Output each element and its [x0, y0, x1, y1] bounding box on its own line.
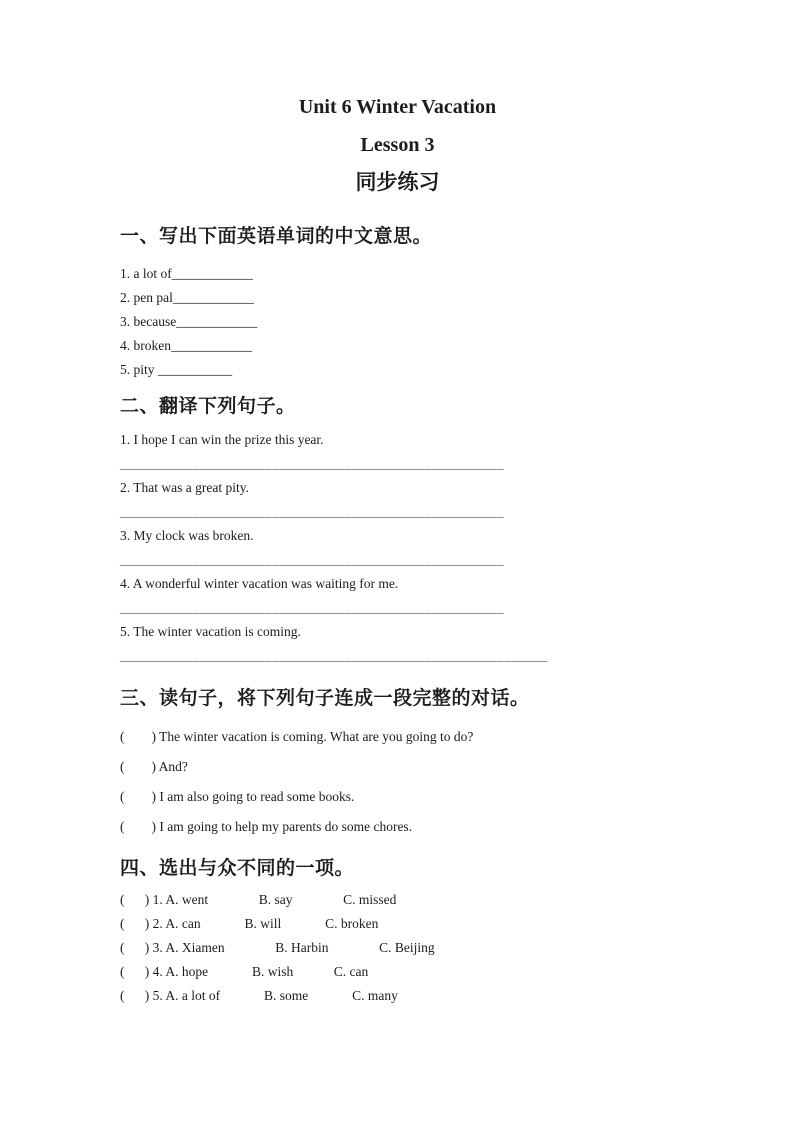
dialogue-item: ( ) I am also going to read some books. [120, 789, 355, 804]
sentence-line: 2. That was a great pity. [120, 480, 249, 495]
choice-row: ( ) 5. A. a lot of B. some C. many [120, 988, 398, 1003]
section-2-heading: 二、翻译下列句子。 [120, 396, 296, 417]
word-item: 2. pen pal____________ [120, 290, 254, 305]
exercise-type-subtitle: 同步练习 [355, 171, 440, 194]
answer-blank-line: _____________________________________________________ [120, 504, 505, 519]
lesson-subtitle: Lesson 3 [360, 134, 435, 156]
dialogue-list [120, 722, 675, 842]
translation-list [120, 428, 675, 668]
choice-row: ( ) 3. A. Xiamen B. Harbin C. Beijing [120, 940, 435, 955]
word-item: 5. pity ___________ [120, 362, 233, 377]
answer-blank-line: _____________________________________________________ [120, 456, 505, 471]
section-1 [120, 224, 675, 382]
choice-row: ( ) 2. A. can B. will C. broken [120, 916, 379, 931]
answer-blank-line: ___________________________________________________________ [120, 648, 548, 663]
section-4-heading: 四、选出与众不同的一项。 [120, 858, 355, 879]
sentence-line: 5. The winter vacation is coming. [120, 624, 301, 639]
choice-row: ( ) 1. A. went B. say C. missed [120, 892, 397, 907]
section-3 [120, 686, 675, 842]
section-1-heading: 一、写出下面英语单词的中文意思。 [120, 226, 433, 247]
page-title: Unit 6 Winter Vacation [298, 96, 497, 118]
word-item: 3. because____________ [120, 314, 258, 329]
section-3-heading: 三、读句子，将下列句子连成一段完整的对话。 [120, 688, 530, 709]
section-2 [120, 394, 675, 668]
choice-list [120, 888, 675, 1008]
sentence-line: 4. A wonderful winter vacation was waiting for me. [120, 576, 399, 591]
choice-row: ( ) 4. A. hope B. wish C. can [120, 964, 369, 979]
sentence-line: 1. I hope I can win the prize this year. [120, 432, 324, 447]
word-list [120, 262, 675, 382]
dialogue-item: ( ) And? [120, 759, 188, 774]
answer-blank-line: _____________________________________________________ [120, 552, 505, 567]
dialogue-item: ( ) The winter vacation is coming. What are you going to do? [120, 729, 474, 744]
title-block [120, 88, 675, 202]
word-item: 4. broken____________ [120, 338, 252, 353]
sentence-line: 3. My clock was broken. [120, 528, 254, 543]
dialogue-item: ( ) I am going to help my parents do some chores. [120, 819, 413, 834]
section-4 [120, 856, 675, 1008]
answer-blank-line: _____________________________________________________ [120, 600, 505, 615]
word-item: 1. a lot of____________ [120, 266, 253, 281]
